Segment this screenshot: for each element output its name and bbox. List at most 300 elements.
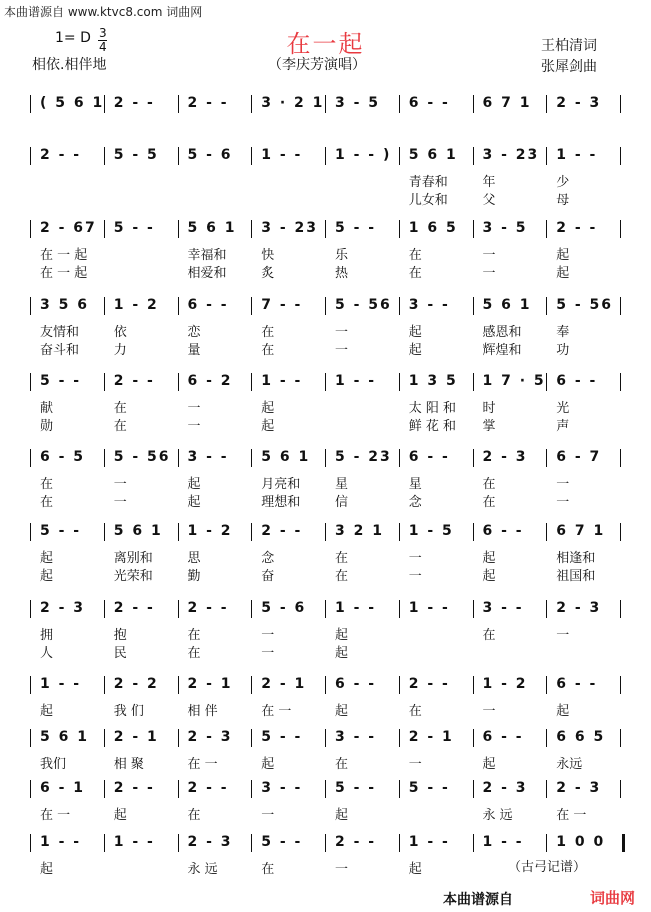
bar-line	[620, 729, 621, 747]
bar-line	[104, 834, 105, 852]
lyric-text: 我们	[40, 757, 67, 772]
bar-line	[546, 676, 547, 694]
lyric-text: 一	[482, 248, 496, 263]
lyric-text: 一	[556, 495, 570, 510]
bar-line	[251, 729, 252, 747]
lyric-text: 献	[40, 401, 54, 416]
bar-line	[30, 95, 31, 113]
measure: 5 - -	[335, 780, 377, 796]
score-row	[30, 145, 622, 208]
bar-line	[399, 449, 400, 467]
measure: 6 - 2	[187, 373, 233, 389]
lyric-text: 年	[482, 175, 496, 190]
lyric-text: 在	[408, 248, 422, 263]
lyric-text: 在	[335, 757, 349, 772]
measure: 6 7 1	[556, 523, 606, 539]
measure: 1 - 2	[113, 297, 159, 313]
lyric-text: 拥	[40, 628, 54, 643]
measure: 5 - 5	[113, 147, 159, 163]
measure: 1 - -	[556, 147, 598, 163]
measure: 3 5 6	[40, 297, 89, 313]
lyric-text: 在	[261, 325, 275, 340]
score-row	[30, 778, 622, 823]
lyric-text: 一	[261, 808, 275, 823]
lyric-text: 起	[556, 248, 570, 263]
bar-line	[620, 95, 621, 113]
lyric-text: 功	[556, 343, 570, 358]
lyric-text: 光荣和	[113, 569, 153, 584]
measure: 1 - -	[408, 834, 450, 850]
lyric-text: 奉	[556, 325, 570, 340]
lyric-text: 思	[187, 551, 201, 566]
lyric-text: 在 一	[261, 704, 292, 719]
lyric-text: 在	[408, 704, 422, 719]
bar-line	[325, 834, 326, 852]
measure: 1 - -	[335, 600, 377, 616]
lyric-text: 起	[335, 628, 349, 643]
bar-line	[178, 834, 179, 852]
measure: 3 - 5	[335, 95, 381, 111]
lyric-text: 起	[482, 757, 496, 772]
measure: 5 6 1	[261, 449, 311, 465]
measure: 6 - -	[556, 676, 598, 692]
lyric-text: 在	[40, 477, 54, 492]
measure: 1 - -	[261, 373, 303, 389]
measure: 2 - 3	[556, 600, 602, 616]
bar-line	[620, 676, 621, 694]
measure: 6 6 5	[556, 729, 606, 745]
lyric-text: 一	[113, 495, 127, 510]
bar-line	[251, 95, 252, 113]
bar-line	[104, 780, 105, 798]
bar-line	[473, 220, 474, 238]
bar-line	[546, 834, 547, 852]
bar-line	[30, 220, 31, 238]
lyric-text: 起	[335, 808, 349, 823]
bar-line	[178, 523, 179, 541]
measure: 3 2 1	[335, 523, 384, 539]
time-signature-top: 3	[99, 26, 107, 40]
lyric-text: 起	[261, 401, 275, 416]
bar-line	[30, 523, 31, 541]
measure: 1 - 5	[408, 523, 454, 539]
lyric-text: 祖国和	[556, 569, 596, 584]
lyric-text: 友情和	[40, 325, 80, 340]
lyric-text: 太 阳 和	[408, 401, 457, 416]
lyric-text: 星	[408, 477, 422, 492]
bar-line	[399, 147, 400, 165]
lyric-text: 相 伴	[187, 704, 218, 719]
bar-line	[325, 676, 326, 694]
score-row	[30, 371, 622, 434]
bar-line	[30, 676, 31, 694]
lyric-text: 在 一	[556, 808, 587, 823]
measure: 1 - -	[408, 600, 450, 616]
measure: 5 6 1	[408, 147, 458, 163]
measure: 6 - -	[556, 373, 598, 389]
lyric-text: 在	[482, 628, 496, 643]
bar-line	[473, 449, 474, 467]
lyric-text: 永远	[556, 757, 583, 772]
bar-line	[473, 297, 474, 315]
bar-line	[251, 523, 252, 541]
score-row	[30, 727, 622, 772]
bar-line	[178, 220, 179, 238]
measure: 5 - -	[261, 729, 303, 745]
measure: 1 7 · 5	[482, 373, 546, 389]
bar-line	[178, 780, 179, 798]
bar-line	[620, 523, 621, 541]
lyric-text: 热	[335, 266, 349, 281]
bar-line	[546, 147, 547, 165]
bar-line	[622, 834, 625, 852]
lyric-text: 一	[335, 862, 349, 877]
measure: 2 - -	[113, 780, 155, 796]
measure: 5 - 23	[335, 449, 392, 465]
bar-line	[473, 600, 474, 618]
lyric-text: 奋	[261, 569, 275, 584]
measure: 3 - 5	[482, 220, 528, 236]
lyric-text: 幸福和	[187, 248, 227, 263]
bar-line	[30, 729, 31, 747]
measure: 2 - 2	[113, 676, 159, 692]
bar-line	[546, 220, 547, 238]
bar-line	[325, 220, 326, 238]
lyric-text: 在	[113, 419, 127, 434]
measure: 5 - 56	[113, 449, 171, 465]
lyric-text: 在 一	[187, 757, 218, 772]
lyric-text: 在	[113, 401, 127, 416]
measure: 1 6 5	[408, 220, 458, 236]
bar-line	[104, 147, 105, 165]
score-row	[30, 598, 622, 661]
lyric-text: 念	[261, 551, 275, 566]
composer: 张犀剑曲	[541, 59, 597, 75]
measure: 1 3 5	[408, 373, 458, 389]
bar-line	[251, 220, 252, 238]
footer-logo[interactable]: 词曲网	[590, 889, 636, 907]
transcriber-credit: （古弓记谱）	[508, 860, 587, 875]
lyric-text: 在	[261, 343, 275, 358]
score-row	[30, 447, 622, 510]
measure: 5 6 1	[40, 729, 89, 745]
bar-line	[251, 676, 252, 694]
bar-line	[473, 729, 474, 747]
lyric-text: 在	[408, 266, 422, 281]
measure: 1 - 2	[187, 523, 233, 539]
measure: 3 · 2 1	[261, 95, 325, 111]
lyric-text: 一	[482, 266, 496, 281]
score-row	[30, 218, 622, 281]
bar-line	[325, 780, 326, 798]
lyric-text: 一	[187, 419, 201, 434]
measure: 2 - -	[335, 834, 377, 850]
measure: 2 - 3	[482, 780, 528, 796]
bar-line	[399, 220, 400, 238]
lyric-text: 奋斗和	[40, 343, 80, 358]
bar-line	[399, 780, 400, 798]
lyric-text: 一	[187, 401, 201, 416]
measure: 2 - 3	[482, 449, 528, 465]
score-row	[30, 521, 622, 584]
lyric-text: 在	[261, 862, 275, 877]
measure: 5 6 1	[113, 523, 163, 539]
measure: 2 - 3	[556, 780, 602, 796]
bar-line	[251, 297, 252, 315]
lyric-text: 起	[408, 325, 422, 340]
lyric-text: 一	[261, 646, 275, 661]
bar-line	[546, 600, 547, 618]
bar-line	[546, 449, 547, 467]
bar-line	[251, 449, 252, 467]
measure: 6 - 1	[40, 780, 86, 796]
lyric-text: 起	[335, 704, 349, 719]
measure: 2 - -	[556, 220, 598, 236]
measure: 6 - -	[335, 676, 377, 692]
bar-line	[546, 523, 547, 541]
measure: 2 - 1	[113, 729, 159, 745]
lyric-text: 勋	[40, 419, 54, 434]
measure: 5 - -	[113, 220, 155, 236]
lyric-text: 掌	[482, 419, 496, 434]
bar-line	[251, 373, 252, 391]
bar-line	[104, 600, 105, 618]
lyric-text: 在 一 起	[40, 266, 88, 281]
measure: 7 - -	[261, 297, 303, 313]
bar-line	[178, 297, 179, 315]
lyric-text: 起	[40, 569, 54, 584]
bar-line	[325, 523, 326, 541]
lyric-text: 抱	[113, 628, 127, 643]
lyric-text: 理想和	[261, 495, 301, 510]
bar-line	[620, 220, 621, 238]
tempo-expression: 相依.相伴地	[32, 57, 107, 73]
measure: 2 - 1	[408, 729, 454, 745]
lyric-text: 念	[408, 495, 422, 510]
lyric-text: 时	[482, 401, 496, 416]
bar-line	[620, 600, 621, 618]
measure: ( 5 6 1	[40, 95, 105, 111]
lyric-text: 一	[335, 343, 349, 358]
bar-line	[325, 147, 326, 165]
measure: 5 - 6	[261, 600, 307, 616]
bar-line	[104, 523, 105, 541]
bar-line	[251, 147, 252, 165]
lyric-text: 少	[556, 175, 570, 190]
measure: 2 - 1	[187, 676, 233, 692]
measure: 6 - -	[482, 729, 524, 745]
measure: 6 7 1	[482, 95, 532, 111]
footer-source-label: 本曲谱源自	[443, 892, 513, 908]
measure: 2 - -	[113, 373, 155, 389]
lyric-text: 起	[113, 808, 127, 823]
bar-line	[399, 729, 400, 747]
lyric-text: 人	[40, 646, 54, 661]
lyric-text: 起	[187, 495, 201, 510]
lyric-text: 恋	[187, 325, 201, 340]
bar-line	[325, 297, 326, 315]
bar-line	[546, 373, 547, 391]
lyric-text: 快	[261, 248, 275, 263]
bar-line	[620, 780, 621, 798]
lyric-text: 星	[335, 477, 349, 492]
score-row	[30, 295, 622, 358]
measure: 6 - -	[408, 449, 450, 465]
lyric-text: 在 一 起	[40, 248, 88, 263]
lyric-text: 乐	[335, 248, 349, 263]
lyric-text: 相逢和	[556, 551, 596, 566]
bar-line	[30, 373, 31, 391]
lyric-text: 光	[556, 401, 570, 416]
measure: 5 - -	[335, 220, 377, 236]
bar-line	[104, 676, 105, 694]
measure: 5 - 6	[187, 147, 233, 163]
bar-line	[30, 600, 31, 618]
measure: 2 - 3	[187, 729, 233, 745]
measure: 5 6 1	[482, 297, 532, 313]
measure: 5 - 56	[335, 297, 392, 313]
lyric-text: 父	[482, 193, 496, 208]
bar-line	[104, 449, 105, 467]
lyric-text: 在	[40, 495, 54, 510]
bar-line	[473, 373, 474, 391]
lyric-text: 在 一	[40, 808, 71, 823]
bar-line	[325, 600, 326, 618]
lyric-text: 感恩和	[482, 325, 522, 340]
bar-line	[325, 729, 326, 747]
lyric-text: 一	[408, 551, 422, 566]
bar-line	[325, 449, 326, 467]
bar-line	[546, 780, 547, 798]
bar-line	[178, 95, 179, 113]
bar-line	[399, 676, 400, 694]
lyric-text: 在	[187, 646, 201, 661]
lyric-text: 在	[482, 477, 496, 492]
lyric-text: 一	[408, 757, 422, 772]
lyric-text: 一	[408, 569, 422, 584]
bar-line	[473, 95, 474, 113]
bar-line	[30, 834, 31, 852]
lyric-text: 量	[187, 343, 201, 358]
lyric-text: 起	[261, 757, 275, 772]
bar-line	[473, 780, 474, 798]
lyric-text: 相 聚	[113, 757, 144, 772]
lyric-text: 辉煌和	[482, 343, 522, 358]
lyric-text: 起	[40, 862, 54, 877]
bar-line	[325, 373, 326, 391]
measure: 1 - -	[335, 373, 377, 389]
bar-line	[399, 95, 400, 113]
lyric-text: 起	[261, 419, 275, 434]
measure: 3 - -	[187, 449, 229, 465]
site-header: 本曲谱源自 www.ktvc8.com 词曲网	[4, 5, 203, 19]
lyric-text: 民	[113, 646, 127, 661]
bar-line	[473, 147, 474, 165]
lyric-text: 鲜 花 和	[408, 419, 457, 434]
lyric-text: 起	[335, 646, 349, 661]
lyric-text: 声	[556, 419, 570, 434]
bar-line	[620, 373, 621, 391]
bar-line	[399, 373, 400, 391]
measure: 6 - -	[408, 95, 450, 111]
lyric-text: 永 远	[482, 808, 513, 823]
bar-line	[620, 147, 621, 165]
bar-line	[399, 834, 400, 852]
measure: 3 - -	[335, 729, 377, 745]
lyric-text: 起	[408, 862, 422, 877]
key-signature: 1= D	[55, 30, 91, 46]
lyric-text: 勤	[187, 569, 201, 584]
measure: 2 - 3	[556, 95, 602, 111]
lyric-text: 在	[482, 495, 496, 510]
measure: 3 - -	[261, 780, 303, 796]
bar-line	[546, 297, 547, 315]
performer: （李庆芳演唱）	[268, 57, 366, 73]
score-row	[30, 674, 622, 719]
bar-line	[178, 147, 179, 165]
measure: 6 - 5	[40, 449, 86, 465]
lyric-text: 一	[556, 628, 570, 643]
measure: 2 - -	[261, 523, 303, 539]
measure: 2 - 1	[261, 676, 307, 692]
bar-line	[620, 297, 621, 315]
bar-line	[30, 297, 31, 315]
measure: 6 - 7	[556, 449, 602, 465]
bar-line	[399, 523, 400, 541]
lyric-text: 相爱和	[187, 266, 227, 281]
measure: 2 - -	[187, 95, 229, 111]
lyric-text: 起	[482, 551, 496, 566]
lyric-text: 永 远	[187, 862, 218, 877]
measure: 2 - 3	[187, 834, 233, 850]
bar-line	[473, 834, 474, 852]
lyric-text: 一	[335, 325, 349, 340]
bar-line	[399, 297, 400, 315]
lyric-text: 起	[408, 343, 422, 358]
bar-line	[30, 449, 31, 467]
lyric-text: 在	[335, 551, 349, 566]
measure: 5 - -	[40, 523, 82, 539]
song-title: 在一起	[286, 30, 365, 58]
bar-line	[178, 600, 179, 618]
measure: 5 - -	[40, 373, 82, 389]
lyric-text: 母	[556, 193, 570, 208]
lyric-text: 起	[40, 704, 54, 719]
measure: 2 - -	[187, 600, 229, 616]
measure: 2 - -	[408, 676, 450, 692]
score-row	[30, 93, 622, 117]
bar-line	[178, 676, 179, 694]
measure: 1 - -	[40, 834, 82, 850]
lyric-text: 起	[40, 551, 54, 566]
bar-line	[546, 729, 547, 747]
bar-line	[178, 373, 179, 391]
measure: 2 - 67	[40, 220, 97, 236]
lyric-text: 在	[187, 628, 201, 643]
bar-line	[620, 449, 621, 467]
measure: 3 - 23	[261, 220, 319, 236]
lyric-text: 青春和	[408, 175, 448, 190]
lyric-text: 离别和	[113, 551, 153, 566]
bar-line	[251, 600, 252, 618]
bar-line	[251, 834, 252, 852]
lyric-text: 信	[335, 495, 349, 510]
lyric-text: 儿女和	[408, 193, 448, 208]
bar-line	[104, 373, 105, 391]
bar-line	[178, 449, 179, 467]
time-signature-bottom: 4	[99, 40, 107, 54]
measure: 5 6 1	[187, 220, 237, 236]
